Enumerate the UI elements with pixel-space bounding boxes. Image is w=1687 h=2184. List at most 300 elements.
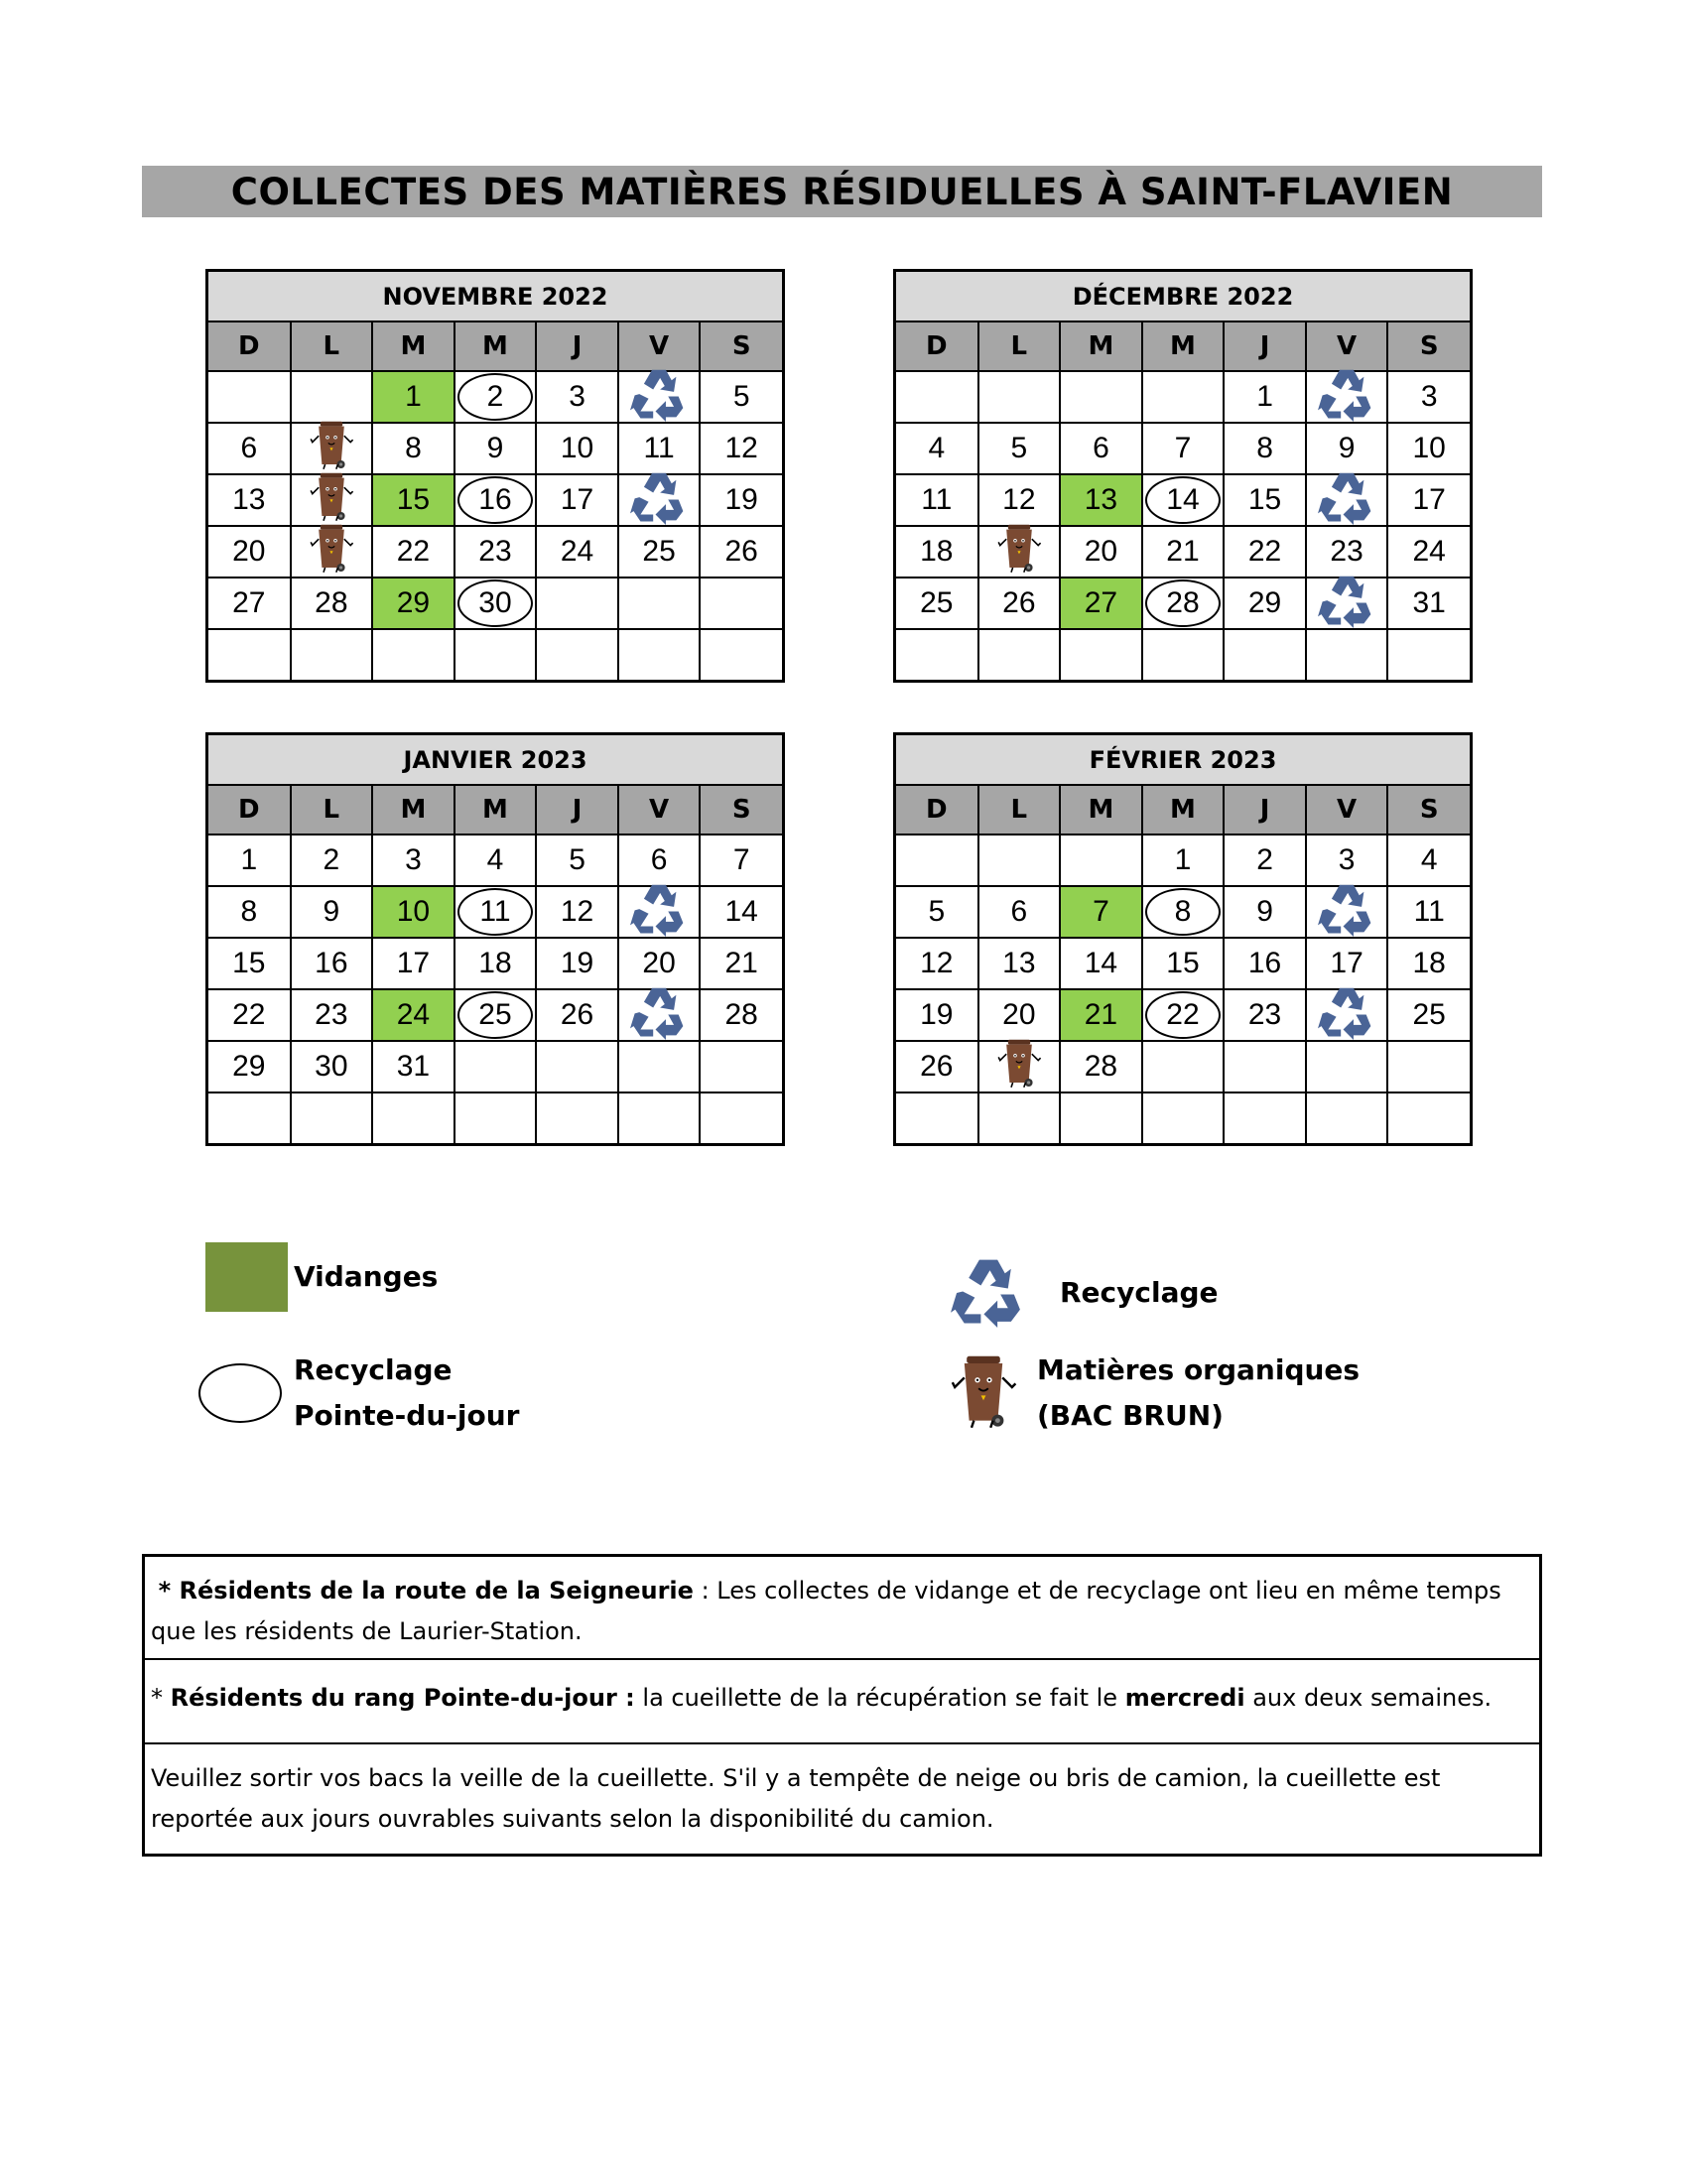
- day-number: 31: [396, 1050, 431, 1083]
- weekday-header: J: [1224, 786, 1306, 835]
- day-cell: [372, 526, 454, 578]
- day-cell: [1060, 886, 1142, 938]
- day-number: 11: [643, 432, 675, 464]
- calendar-february: [893, 732, 1473, 1146]
- day-number: 15: [232, 947, 266, 979]
- day-number: 29: [232, 1050, 266, 1083]
- day-cell: [454, 578, 537, 629]
- day-cell: [1306, 629, 1388, 680]
- day-cell: [372, 1041, 454, 1092]
- day-cell: [618, 371, 701, 423]
- weekday-header: V: [618, 322, 701, 371]
- day-cell: [454, 1041, 537, 1092]
- day-cell: [372, 938, 454, 989]
- weekday-header: D: [208, 786, 291, 835]
- day-cell: [1142, 989, 1225, 1041]
- day-cell: [700, 938, 782, 989]
- day-cell: [896, 886, 978, 938]
- day-cell: [454, 1092, 537, 1143]
- day-cell: [1224, 938, 1306, 989]
- day-cell: [291, 474, 373, 526]
- day-number: 12: [724, 432, 758, 464]
- day-cell: [454, 938, 537, 989]
- day-number: 20: [1002, 998, 1036, 1031]
- weekday-header: D: [896, 786, 978, 835]
- day-number: 5: [928, 895, 946, 928]
- day-cell: [1387, 423, 1470, 474]
- day-cell: [978, 886, 1061, 938]
- weekday-header: V: [1306, 786, 1388, 835]
- day-number: 21: [1166, 535, 1200, 568]
- recycle-icon: [630, 467, 688, 533]
- day-number: 17: [396, 947, 431, 979]
- day-number: 7: [1093, 895, 1109, 928]
- day-cell: [1060, 835, 1142, 886]
- day-cell: [700, 989, 782, 1041]
- day-number: 31: [1412, 586, 1446, 619]
- day-number: 10: [396, 895, 431, 928]
- day-cell: [896, 526, 978, 578]
- day-cell: [1387, 1092, 1470, 1143]
- day-number: 8: [1174, 895, 1192, 928]
- day-cell: [372, 423, 454, 474]
- day-cell: [1306, 474, 1388, 526]
- day-cell: [1306, 989, 1388, 1041]
- day-number: 6: [650, 843, 668, 876]
- day-cell: [1060, 474, 1142, 526]
- day-number: 8: [1256, 432, 1273, 464]
- calendar-november: [205, 269, 785, 683]
- weekday-header: J: [536, 786, 618, 835]
- day-cell: [1387, 1041, 1470, 1092]
- legend-organic-line2: (BAC BRUN): [1037, 1399, 1224, 1432]
- day-number: 27: [1084, 586, 1118, 619]
- day-cell: [896, 835, 978, 886]
- day-cell: [1224, 526, 1306, 578]
- weekday-header: D: [208, 322, 291, 371]
- recycle-icon: [1318, 571, 1375, 636]
- legend-recyclage: [951, 1252, 1219, 1333]
- day-cell: [208, 578, 291, 629]
- note-star: *: [151, 1684, 171, 1712]
- day-cell: [208, 474, 291, 526]
- day-cell: [208, 1092, 291, 1143]
- day-number: 22: [232, 998, 266, 1031]
- day-cell: [1306, 886, 1388, 938]
- note-pointe-end: aux deux semaines.: [1244, 1684, 1492, 1712]
- brown-bin-icon: [948, 1351, 1019, 1435]
- day-number: 29: [396, 586, 431, 619]
- day-number: 9: [323, 895, 340, 928]
- day-cell: [372, 629, 454, 680]
- calendar-january: [205, 732, 785, 1146]
- day-number: 14: [724, 895, 758, 928]
- day-number: 28: [1084, 1050, 1118, 1083]
- day-cell: [536, 629, 618, 680]
- day-cell: [291, 371, 373, 423]
- day-cell: [978, 989, 1061, 1041]
- day-number: 4: [928, 432, 946, 464]
- day-number: 26: [1002, 586, 1036, 619]
- day-number: 11: [479, 895, 511, 928]
- day-cell: [1142, 526, 1225, 578]
- day-cell: [454, 629, 537, 680]
- day-cell: [1387, 629, 1470, 680]
- day-cell: [700, 1041, 782, 1092]
- weekday-header: V: [618, 786, 701, 835]
- day-cell: [700, 886, 782, 938]
- legend-vidanges: [205, 1242, 438, 1312]
- day-number: 15: [1166, 947, 1200, 979]
- oval-marker-icon: [198, 1363, 282, 1423]
- day-cell: [1224, 1041, 1306, 1092]
- day-number: 14: [1166, 483, 1200, 516]
- day-cell: [700, 371, 782, 423]
- day-cell: [700, 1092, 782, 1143]
- day-number: 22: [1247, 535, 1282, 568]
- day-cell: [1142, 938, 1225, 989]
- weekday-header: M: [372, 786, 454, 835]
- day-cell: [618, 578, 701, 629]
- day-number: 25: [1412, 998, 1446, 1031]
- weekday-header: L: [978, 786, 1061, 835]
- weekday-header: L: [291, 322, 373, 371]
- weekday-header: S: [1387, 322, 1470, 371]
- day-cell: [536, 423, 618, 474]
- day-cell: [700, 423, 782, 474]
- day-cell: [1060, 1041, 1142, 1092]
- day-number: 6: [240, 432, 258, 464]
- title-bar: [142, 166, 1542, 217]
- day-number: 13: [1084, 483, 1118, 516]
- notes-box: [142, 1554, 1542, 1857]
- day-number: 6: [1010, 895, 1028, 928]
- day-cell: [1306, 1041, 1388, 1092]
- day-cell: [372, 578, 454, 629]
- day-cell: [208, 989, 291, 1041]
- day-number: 19: [560, 947, 594, 979]
- weekday-header: M: [1142, 786, 1225, 835]
- day-cell: [1142, 474, 1225, 526]
- day-number: 5: [569, 843, 585, 876]
- recycle-icon: [1318, 364, 1375, 430]
- day-cell: [1224, 1092, 1306, 1143]
- day-number: 28: [724, 998, 758, 1031]
- day-cell: [1224, 474, 1306, 526]
- day-cell: [208, 835, 291, 886]
- day-cell: [978, 938, 1061, 989]
- note-pointe-text: la cueillette de la récupération se fait le: [634, 1684, 1125, 1712]
- day-number: 23: [315, 998, 348, 1031]
- day-cell: [536, 526, 618, 578]
- day-cell: [618, 886, 701, 938]
- day-cell: [1142, 629, 1225, 680]
- day-cell: [208, 526, 291, 578]
- legend-organic: [948, 1348, 1360, 1439]
- day-number: 3: [1338, 843, 1356, 876]
- day-number: 30: [478, 586, 512, 619]
- day-number: 16: [478, 483, 512, 516]
- day-number: 9: [486, 432, 504, 464]
- day-cell: [208, 371, 291, 423]
- day-number: 18: [920, 535, 954, 568]
- day-number: 21: [1084, 998, 1118, 1031]
- day-cell: [291, 1092, 373, 1143]
- weekday-header: V: [1306, 322, 1388, 371]
- weekday-header: M: [1142, 322, 1225, 371]
- day-cell: [1142, 423, 1225, 474]
- day-cell: [536, 989, 618, 1041]
- day-cell: [291, 938, 373, 989]
- day-cell: [618, 1092, 701, 1143]
- day-cell: [978, 835, 1061, 886]
- legend-recyclage-label: Recyclage: [1060, 1275, 1219, 1309]
- day-cell: [978, 578, 1061, 629]
- day-cell: [372, 371, 454, 423]
- recycle-icon: [630, 879, 688, 945]
- day-cell: [1060, 629, 1142, 680]
- day-cell: [208, 629, 291, 680]
- day-cell: [291, 1041, 373, 1092]
- day-cell: [896, 938, 978, 989]
- day-number: 23: [1330, 535, 1363, 568]
- day-number: 4: [486, 843, 504, 876]
- day-cell: [700, 629, 782, 680]
- day-cell: [1224, 629, 1306, 680]
- month-title: JANVIER 2023: [208, 735, 782, 786]
- day-number: 7: [732, 843, 750, 876]
- day-cell: [1142, 1041, 1225, 1092]
- day-cell: [454, 423, 537, 474]
- day-number: 5: [1010, 432, 1028, 464]
- weekday-header: M: [1060, 322, 1142, 371]
- calendar-december: [893, 269, 1473, 683]
- day-cell: [1306, 578, 1388, 629]
- day-cell: [291, 423, 373, 474]
- month-title: FÉVRIER 2023: [896, 735, 1470, 786]
- weekday-header: S: [700, 322, 782, 371]
- day-cell: [896, 474, 978, 526]
- day-cell: [291, 989, 373, 1041]
- day-number: 21: [724, 947, 758, 979]
- note-general: Veuillez sortir vos bacs la veille de la cueillette. S'il y a tempête de neige ou bris de camion, la cueillette est reportée aux jours ouvrables suivants selon la disponibilité du camion.: [151, 1764, 1441, 1833]
- recycle-icon: [1318, 982, 1375, 1048]
- day-number: 23: [1247, 998, 1282, 1031]
- day-cell: [700, 526, 782, 578]
- weekday-header: M: [372, 322, 454, 371]
- day-cell: [1224, 423, 1306, 474]
- day-number: 24: [560, 535, 594, 568]
- day-number: 12: [560, 895, 594, 928]
- day-cell: [1224, 989, 1306, 1041]
- day-number: 10: [1412, 432, 1446, 464]
- day-number: 13: [232, 483, 266, 516]
- day-cell: [1224, 371, 1306, 423]
- day-number: 25: [642, 535, 676, 568]
- note-seigneurie-bold: * Résidents de la route de la Seigneurie: [158, 1577, 694, 1605]
- day-cell: [1224, 578, 1306, 629]
- day-cell: [208, 886, 291, 938]
- day-cell: [291, 578, 373, 629]
- day-number: 29: [1247, 586, 1282, 619]
- day-cell: [372, 886, 454, 938]
- day-cell: [1142, 1092, 1225, 1143]
- day-number: 15: [1247, 483, 1282, 516]
- day-cell: [700, 474, 782, 526]
- day-number: 24: [396, 998, 431, 1031]
- day-cell: [536, 578, 618, 629]
- day-cell: [372, 1092, 454, 1143]
- day-cell: [978, 629, 1061, 680]
- day-cell: [1306, 371, 1388, 423]
- day-number: 1: [1256, 380, 1273, 413]
- note-pointe-day: mercredi: [1124, 1684, 1245, 1712]
- day-cell: [208, 1041, 291, 1092]
- vidanges-swatch: [205, 1242, 288, 1312]
- day-cell: [1060, 938, 1142, 989]
- recycle-icon: [630, 982, 688, 1048]
- day-number: 27: [232, 586, 266, 619]
- day-cell: [291, 886, 373, 938]
- weekday-header: S: [1387, 786, 1470, 835]
- day-cell: [896, 1092, 978, 1143]
- weekday-header: D: [896, 322, 978, 371]
- day-number: 20: [642, 947, 676, 979]
- weekday-header: S: [700, 786, 782, 835]
- month-title: NOVEMBRE 2022: [208, 272, 782, 322]
- day-cell: [978, 1092, 1061, 1143]
- day-number: 16: [1247, 947, 1282, 979]
- month-title: DÉCEMBRE 2022: [896, 272, 1470, 322]
- day-cell: [1387, 474, 1470, 526]
- day-cell: [618, 629, 701, 680]
- day-number: 8: [240, 895, 258, 928]
- day-number: 25: [920, 586, 954, 619]
- legend-pointe-line2: Pointe-du-jour: [294, 1399, 520, 1432]
- day-cell: [896, 371, 978, 423]
- day-cell: [1224, 835, 1306, 886]
- legend-pointe-line1: Recyclage: [294, 1353, 453, 1386]
- day-cell: [1306, 1092, 1388, 1143]
- day-number: 15: [396, 483, 431, 516]
- legend-organic-line1: Matières organiques: [1037, 1353, 1361, 1386]
- note-seigneurie-text: : Les collectes de vidange et de recyclage ont lieu en même temps que les résidents de Laurier-Station.: [151, 1577, 1501, 1645]
- day-number: 14: [1084, 947, 1118, 979]
- day-cell: [291, 835, 373, 886]
- day-number: 1: [1174, 843, 1192, 876]
- recycle-icon: [630, 364, 688, 430]
- day-number: 2: [486, 380, 504, 413]
- day-number: 17: [1330, 947, 1363, 979]
- day-cell: [454, 474, 537, 526]
- day-cell: [372, 835, 454, 886]
- day-number: 19: [724, 483, 758, 516]
- day-cell: [978, 526, 1061, 578]
- weekday-header: M: [1060, 786, 1142, 835]
- day-number: 17: [1412, 483, 1446, 516]
- day-number: 13: [1002, 947, 1036, 979]
- legend-vidanges-label: Vidanges: [294, 1260, 439, 1293]
- legend-pointe-du-jour: [198, 1348, 519, 1439]
- day-cell: [700, 578, 782, 629]
- day-number: 28: [1166, 586, 1200, 619]
- recycle-icon: [1318, 467, 1375, 533]
- day-cell: [1142, 371, 1225, 423]
- day-cell: [1060, 371, 1142, 423]
- day-number: 5: [732, 380, 750, 413]
- day-number: 28: [315, 586, 348, 619]
- page-title: COLLECTES DES MATIÈRES RÉSIDUELLES À SAINT-FLAVIEN: [230, 170, 1454, 213]
- day-cell: [1060, 989, 1142, 1041]
- day-number: 18: [1412, 947, 1446, 979]
- day-cell: [978, 371, 1061, 423]
- day-cell: [618, 1041, 701, 1092]
- day-number: 26: [920, 1050, 954, 1083]
- day-cell: [291, 629, 373, 680]
- day-cell: [454, 526, 537, 578]
- day-cell: [896, 423, 978, 474]
- day-cell: [536, 1092, 618, 1143]
- day-number: 12: [920, 947, 954, 979]
- brown-bin-icon: [995, 522, 1043, 582]
- note-seigneurie: [145, 1557, 1539, 1660]
- day-cell: [618, 474, 701, 526]
- recycle-icon: [1318, 879, 1375, 945]
- day-cell: [618, 526, 701, 578]
- day-number: 9: [1256, 895, 1273, 928]
- weekday-header: M: [454, 786, 537, 835]
- day-cell: [536, 886, 618, 938]
- day-number: 8: [405, 432, 422, 464]
- day-cell: [372, 989, 454, 1041]
- day-number: 24: [1412, 535, 1446, 568]
- weekday-header: J: [1224, 322, 1306, 371]
- day-cell: [1387, 578, 1470, 629]
- day-number: 16: [315, 947, 348, 979]
- day-cell: [536, 938, 618, 989]
- weekday-header: L: [978, 322, 1061, 371]
- day-cell: [536, 474, 618, 526]
- weekday-header: L: [291, 786, 373, 835]
- day-number: 11: [921, 483, 953, 516]
- day-number: 12: [1002, 483, 1036, 516]
- day-number: 2: [1256, 843, 1273, 876]
- day-number: 2: [323, 843, 340, 876]
- day-number: 23: [478, 535, 512, 568]
- day-cell: [208, 938, 291, 989]
- day-cell: [291, 526, 373, 578]
- day-cell: [978, 474, 1061, 526]
- day-cell: [896, 989, 978, 1041]
- day-cell: [896, 629, 978, 680]
- day-cell: [618, 989, 701, 1041]
- day-cell: [1142, 886, 1225, 938]
- day-cell: [1142, 835, 1225, 886]
- day-number: 25: [478, 998, 512, 1031]
- day-cell: [1060, 526, 1142, 578]
- day-number: 20: [232, 535, 266, 568]
- day-cell: [208, 423, 291, 474]
- day-cell: [1060, 578, 1142, 629]
- day-number: 10: [560, 432, 594, 464]
- day-cell: [1387, 835, 1470, 886]
- day-number: 1: [405, 380, 422, 413]
- recycle-icon: [951, 1252, 1026, 1333]
- day-number: 26: [724, 535, 758, 568]
- weekday-header: M: [454, 322, 537, 371]
- day-cell: [454, 835, 537, 886]
- brown-bin-icon: [308, 522, 355, 582]
